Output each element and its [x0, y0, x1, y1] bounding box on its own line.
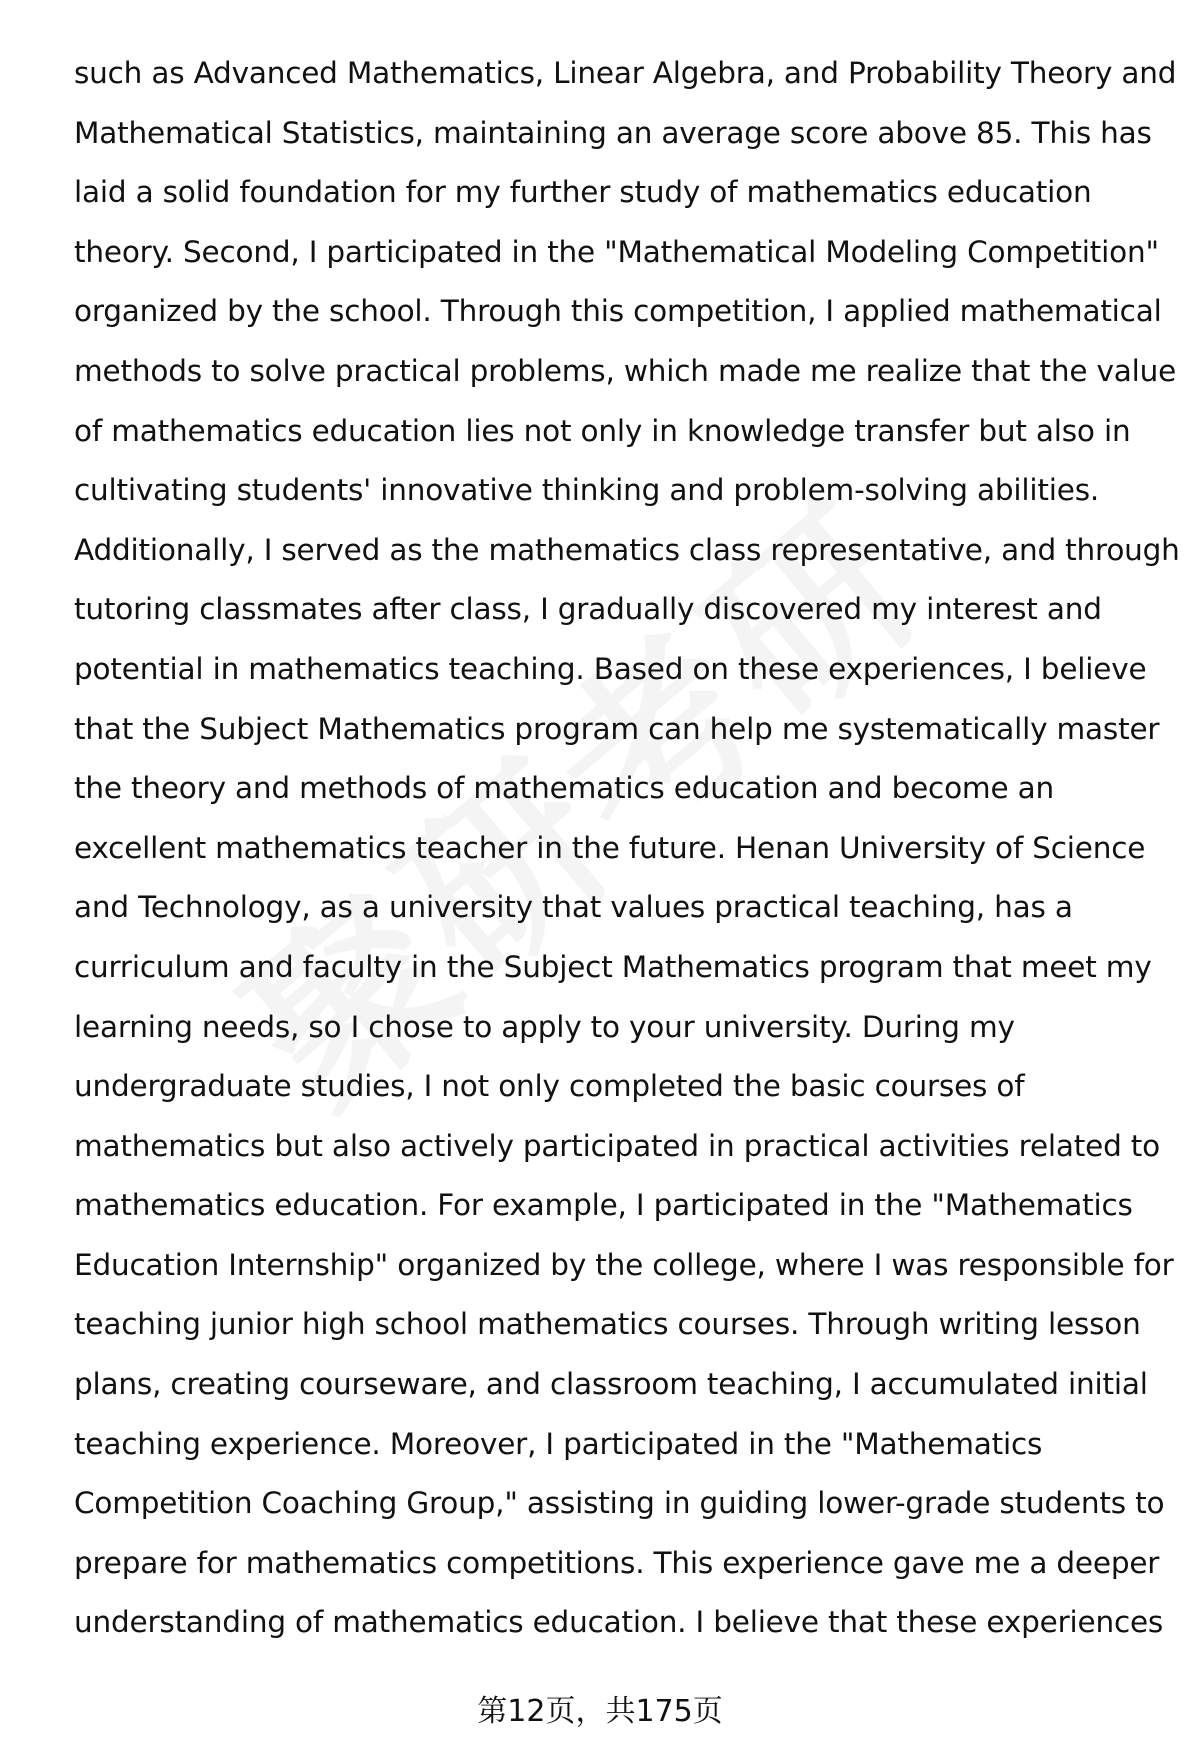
text-line: Additionally, I served as the mathematics class representative, and through: [74, 532, 1180, 567]
text-line: curriculum and faculty in the Subject Mathematics program that meet my: [74, 949, 1152, 984]
text-line: prepare for mathematics competitions. This experience gave me a deeper: [74, 1545, 1160, 1580]
text-line: Mathematical Statistics, maintaining an average score above 85. This has: [74, 115, 1152, 150]
text-line: excellent mathematics teacher in the future. Henan University of Science: [74, 830, 1146, 865]
text-line: learning needs, so I chose to apply to your university. During my: [74, 1009, 1015, 1044]
text-line: mathematics but also actively participated in practical activities related to: [74, 1128, 1160, 1163]
text-line: plans, creating courseware, and classroom teaching, I accumulated initial: [74, 1367, 1148, 1402]
text-line: organized by the school. Through this competition, I applied mathematical: [74, 294, 1162, 329]
text-line: teaching junior high school mathematics courses. Through writing lesson: [74, 1307, 1141, 1342]
text-line: such as Advanced Mathematics, Linear Algebra, and Probability Theory and: [74, 56, 1177, 90]
text-line: methods to solve practical problems, which made me realize that the value: [74, 353, 1177, 388]
text-line: theory. Second, I participated in the "Mathematical Modeling Competition": [74, 234, 1159, 269]
text-line: teaching experience. Moreover, I participated in the "Mathematics: [74, 1426, 1043, 1461]
text-line: of mathematics education lies not only in knowledge transfer but also in: [74, 413, 1131, 448]
text-line: the theory and methods of mathematics education and become an: [74, 771, 1054, 806]
text-line: Competition Coaching Group," assisting in guiding lower-grade students to: [74, 1486, 1165, 1521]
text-line: Education Internship" organized by the college, where I was responsible for: [74, 1247, 1174, 1282]
text-line: cultivating students' innovative thinking and problem-solving abilities.: [74, 473, 1100, 508]
text-line: that the Subject Mathematics program can help me systematically master: [74, 711, 1160, 746]
text-line: undergraduate studies, I not only completed the basic courses of: [74, 1069, 1025, 1104]
text-line: laid a solid foundation for my further study of mathematics education: [74, 175, 1092, 210]
text-line: understanding of mathematics education. I believe that these experiences: [74, 1605, 1164, 1640]
page-number-footer: 第12页，共175页: [477, 1694, 723, 1729]
text-line: mathematics education. For example, I participated in the "Mathematics: [74, 1188, 1133, 1223]
text-line: tutoring classmates after class, I gradually discovered my interest and: [74, 592, 1102, 627]
text-line: potential in mathematics teaching. Based on these experiences, I believe: [74, 651, 1147, 686]
text-line: and Technology, as a university that values practical teaching, has a: [74, 890, 1073, 925]
document-body: [74, 52, 1180, 1661]
